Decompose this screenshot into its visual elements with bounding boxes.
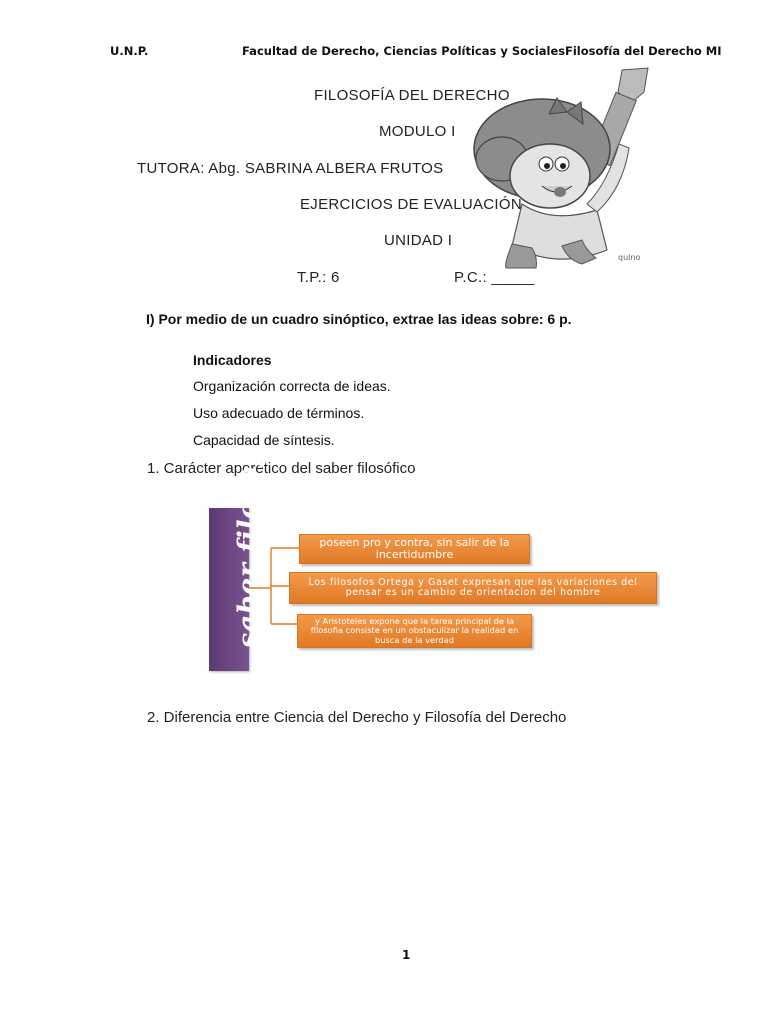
indicator-item: Capacidad de síntesis. <box>193 432 335 448</box>
module-title: MODULO I <box>379 123 456 140</box>
synoptic-box: Los filosofos Ortega y Gaset expresan que las variaciones del pensar es un cambio de orientacion del hombre <box>289 572 657 604</box>
indicator-item: Uso adecuado de términos. <box>193 405 365 421</box>
pc-label: P.C.: _____ <box>454 269 535 286</box>
synoptic-box: poseen pro y contra, sin salir de la incertidumbre <box>299 534 530 564</box>
header-right: Filosofía del Derecho MI <box>565 44 722 58</box>
indicators-heading: Indicadores <box>193 352 272 368</box>
item-2: 2. Diferencia entre Ciencia del Derecho y Filosofía del Derecho <box>147 709 567 726</box>
svg-text:qulno: qulno <box>618 253 641 262</box>
unit-title: UNIDAD I <box>384 232 453 249</box>
synoptic-vertical-bar <box>209 443 264 671</box>
question-text: I) Por medio de un cuadro sinóptico, extrae las ideas sobre: 6 p. <box>146 311 572 327</box>
item-1: 1. Carácter aporético del saber filosófico <box>147 460 416 477</box>
synoptic-vertical-label: saber filosofi <box>233 443 264 648</box>
indicator-item: Organización correcta de ideas. <box>193 378 391 394</box>
header-left: U.N.P. <box>110 44 149 58</box>
synoptic-box: y Aristoteles expone que la tarea principal de la filosofia consiste en un obstaculizar la realidad en busca de la verdad <box>297 614 532 648</box>
course-title: FILOSOFÍA DEL DERECHO <box>314 87 510 104</box>
tutor-line: TUTORA: Abg. SABRINA ALBERA FRUTOS <box>137 160 444 177</box>
exercises-title: EJERCICIOS DE EVALUACIÓN <box>300 196 522 213</box>
header-center: Facultad de Derecho, Ciencias Políticas y Sociales <box>242 44 566 58</box>
tp-label: T.P.: 6 <box>297 269 340 286</box>
page-number: 1 <box>402 948 411 962</box>
